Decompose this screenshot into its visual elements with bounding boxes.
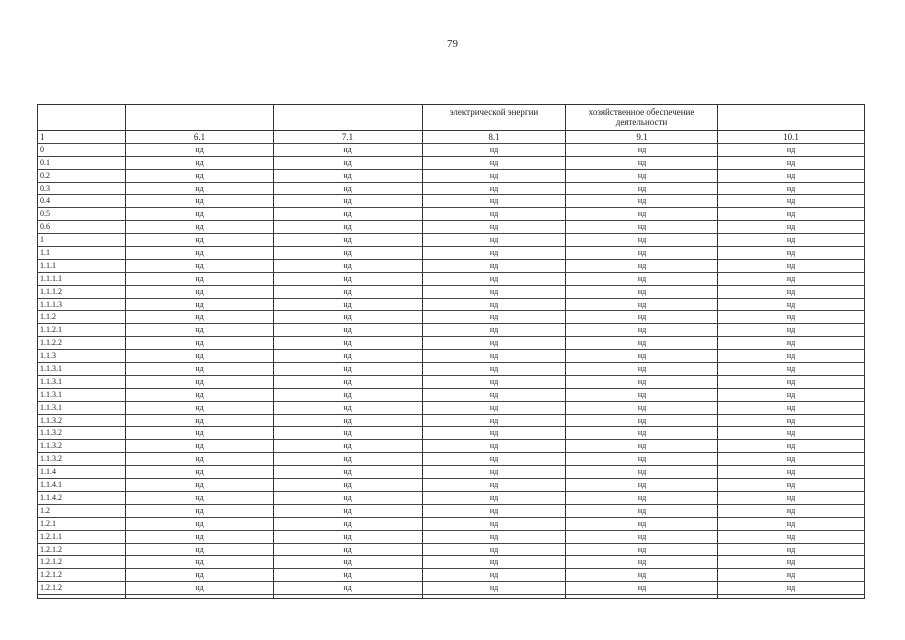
table-row [37, 350, 865, 363]
row-code: 1.1.3.2 [40, 428, 62, 438]
table-row [37, 479, 865, 492]
table-cell: нд [637, 364, 647, 374]
row-code: 1.1.3.1 [40, 376, 62, 386]
table-cell: нд [489, 544, 499, 554]
table-cell: нд [489, 325, 499, 335]
table-cell: нд [489, 351, 499, 361]
table-cell: нд [195, 583, 204, 593]
table-cell: нд [195, 338, 204, 348]
table-cell: нд [343, 286, 352, 296]
table-cell: нд [786, 338, 796, 348]
table-row [37, 544, 865, 557]
row-code: 1.1.3.2 [40, 454, 62, 464]
row-code: 1.2.1.2 [40, 544, 62, 554]
table-cell: нд [786, 157, 796, 167]
table-cell: нд [786, 454, 796, 464]
table-cell: нд [343, 570, 352, 580]
table-cell: нд [786, 260, 796, 270]
table-row [37, 247, 865, 260]
table-row [37, 324, 865, 337]
table-cell: нд [343, 248, 352, 258]
table-cell: нд [195, 376, 204, 386]
table-cell: нд [489, 570, 499, 580]
table-cell: нд [343, 415, 352, 425]
table-cell: нд [343, 157, 352, 167]
table-cell: нд [786, 196, 796, 206]
table-cell: нд [637, 505, 647, 515]
table-cell: нд [195, 183, 204, 193]
table-cell: нд [195, 531, 204, 541]
column-number: 6.1 [193, 132, 206, 142]
table-cell: нд [786, 441, 796, 451]
table-cell: нд [489, 273, 499, 283]
table-cell: нд [343, 351, 352, 361]
table-cell: нд [489, 454, 499, 464]
table-cell: нд [195, 454, 204, 464]
table-cell: нд [637, 196, 647, 206]
table-row [37, 286, 865, 299]
table-cell: нд [786, 505, 796, 515]
table-cell: нд [343, 338, 352, 348]
table-cell: нд [637, 312, 647, 322]
table-cell: нд [195, 389, 204, 399]
table-cell: нд [786, 222, 796, 232]
table-cell: нд [195, 144, 204, 154]
table-cell: нд [343, 325, 352, 335]
table-body [37, 131, 865, 595]
row-code: 1.1.1.1 [40, 273, 62, 283]
table-cell: нд [637, 544, 647, 554]
table-cell: нд [195, 544, 204, 554]
table-cell: нд [195, 157, 204, 167]
data-table [37, 104, 865, 599]
table-cell: нд [195, 273, 204, 283]
table-cell: нд [637, 170, 647, 180]
row-code: 1.1.1 [40, 260, 56, 270]
table-cell: нд [489, 235, 499, 245]
table-row [37, 208, 865, 221]
table-cell: нд [489, 157, 499, 167]
table-row [37, 556, 865, 569]
table-row [37, 299, 865, 312]
table-cell: нд [786, 544, 796, 554]
table-cell: нд [637, 209, 647, 219]
table-row [37, 427, 865, 440]
row-code: 1.2.1.2 [40, 557, 62, 567]
table-row [37, 260, 865, 273]
table-cell: нд [195, 415, 204, 425]
table-cell: нд [195, 570, 204, 580]
table-cell: нд [637, 222, 647, 232]
table-cell: нд [489, 170, 499, 180]
table-cell: нд [489, 583, 499, 593]
table-cell: нд [637, 467, 647, 477]
table-cell: нд [343, 428, 352, 438]
table-cell: нд [786, 480, 796, 490]
table-cell: нд [489, 299, 499, 309]
table-cell: нд [489, 338, 499, 348]
table-cell: нд [786, 248, 796, 258]
table-cell: нд [343, 480, 352, 490]
table-cell: нд [343, 505, 352, 515]
table-cell: нд [195, 235, 204, 245]
table-cell: нд [195, 299, 204, 309]
row-code: 1.1 [40, 248, 50, 258]
header-cell-code [37, 104, 126, 130]
table-row [37, 195, 865, 208]
table-cell: нд [786, 235, 796, 245]
row-code: 0.4 [40, 196, 50, 206]
table-cell: нд [195, 492, 204, 502]
table-row [37, 183, 865, 196]
table-cell: нд [637, 157, 647, 167]
column-number: 1 [40, 132, 45, 142]
table-cell: нд [637, 325, 647, 335]
table-cell: нд [343, 454, 352, 464]
table-cell: нд [489, 492, 499, 502]
table-cell: нд [195, 325, 204, 335]
table-cell: нд [637, 415, 647, 425]
row-code: 1.2.1.2 [40, 570, 62, 580]
table-cell: нд [786, 531, 796, 541]
table-row [37, 157, 865, 170]
table-cell: нд [786, 376, 796, 386]
table-row [37, 505, 865, 518]
table-row [37, 518, 865, 531]
table-cell: нд [343, 170, 352, 180]
row-code: 1.2.1 [40, 518, 56, 528]
table-cell: нд [489, 286, 499, 296]
row-code: 1.1.4.2 [40, 492, 62, 502]
table-rows [37, 144, 865, 595]
page-number: 79 [447, 38, 458, 50]
table-cell: нд [637, 557, 647, 567]
row-code: 1.1.3.1 [40, 364, 62, 374]
table-cell: нд [195, 402, 204, 412]
table-row [37, 569, 865, 582]
table-cell: нд [637, 428, 647, 438]
table-cell: нд [343, 260, 352, 270]
table-cell: нд [637, 402, 647, 412]
table-cell: нд [489, 557, 499, 567]
row-code: 1.1.4 [40, 467, 56, 477]
row-code: 1.1.1.3 [40, 299, 62, 309]
table-cell: нд [637, 389, 647, 399]
table-cell: нд [195, 170, 204, 180]
table-cell: нд [786, 364, 796, 374]
table-cell: нд [786, 557, 796, 567]
table-cell: нд [637, 454, 647, 464]
table-cell: нд [637, 480, 647, 490]
table-cell: нд [489, 389, 499, 399]
table-cell: нд [343, 196, 352, 206]
table-row [37, 337, 865, 350]
row-code: 0.2 [40, 170, 50, 180]
column-number: 9.1 [636, 132, 648, 142]
table-cell: нд [195, 312, 204, 322]
table-cell: нд [637, 183, 647, 193]
table-row [37, 363, 865, 376]
row-code: 1.1.1.2 [40, 286, 62, 296]
table-cell: нд [786, 170, 796, 180]
table-cell: нд [489, 467, 499, 477]
table-cell: нд [195, 364, 204, 374]
table-cell: нд [637, 260, 647, 270]
table-cell: нд [786, 389, 796, 399]
table-cell: нд [637, 351, 647, 361]
table-cell: нд [489, 505, 499, 515]
table-cell: нд [489, 428, 499, 438]
table-cell: нд [637, 144, 647, 154]
table-cell: нд [786, 312, 796, 322]
table-cell: нд [343, 557, 352, 567]
row-code: 1.2.1.1 [40, 531, 62, 541]
table-cell: нд [195, 209, 204, 219]
row-code: 0 [40, 144, 44, 154]
table-cell: нд [637, 441, 647, 451]
header-cell-6 [126, 104, 274, 130]
column-number-row [37, 131, 865, 144]
table-cell: нд [343, 273, 352, 283]
column-number: 7.1 [341, 132, 354, 142]
table-cell: нд [489, 248, 499, 258]
row-code: 1.1.3.2 [40, 415, 62, 425]
row-code: 0.5 [40, 209, 50, 219]
table-cell: нд [195, 480, 204, 490]
table-cell: нд [195, 557, 204, 567]
table-cell: нд [637, 492, 647, 502]
table-cell: нд [343, 222, 352, 232]
table-cell: нд [786, 570, 796, 580]
table-cell: нд [343, 531, 352, 541]
table-cell: нд [786, 583, 796, 593]
table-row [37, 311, 865, 324]
table-cell: нд [786, 286, 796, 296]
table-cell: нд [786, 467, 796, 477]
table-cell: нд [195, 286, 204, 296]
table-cell: нд [637, 518, 647, 528]
row-code: 1 [40, 235, 44, 245]
table-cell: нд [786, 428, 796, 438]
row-code: 1.1.4.1 [40, 480, 62, 490]
table-cell: нд [343, 235, 352, 245]
table-cell: нд [343, 209, 352, 219]
table-cell: нд [195, 505, 204, 515]
row-code: 1.1.2.1 [40, 325, 62, 335]
table-cell: нд [786, 209, 796, 219]
table-cell: нд [343, 144, 352, 154]
table-cell: нд [489, 222, 499, 232]
table-row [37, 273, 865, 286]
table-row [37, 234, 865, 247]
table-cell: нд [489, 415, 499, 425]
table-row [37, 453, 865, 466]
table-cell: нд [489, 209, 499, 219]
table-cell: нд [786, 325, 796, 335]
table-cell: нд [489, 183, 499, 193]
table-cell: нд [786, 144, 796, 154]
table-cell: нд [637, 235, 647, 245]
table-cell: нд [786, 273, 796, 283]
table-cell: нд [489, 312, 499, 322]
row-code: 1.1.3.1 [40, 402, 62, 412]
table-cell: нд [489, 260, 499, 270]
table-row [37, 170, 865, 183]
table-row [37, 415, 865, 428]
table-cell: нд [786, 351, 796, 361]
table-cell: нд [637, 531, 647, 541]
table-cell: нд [786, 492, 796, 502]
table-cell: нд [195, 351, 204, 361]
table-row [37, 466, 865, 479]
table-row [37, 402, 865, 415]
table-cell: нд [343, 183, 352, 193]
row-code: 0.6 [40, 222, 50, 232]
row-code: 1.2 [40, 505, 50, 515]
table-cell: нд [786, 299, 796, 309]
table-cell: нд [489, 531, 499, 541]
header-cell-8: электрической энергии [423, 104, 566, 130]
table-cell: нд [489, 196, 499, 206]
row-code: 0.3 [40, 183, 50, 193]
table-cell: нд [489, 144, 499, 154]
table-cell: нд [343, 376, 352, 386]
row-code: 1.1.2 [40, 312, 56, 322]
table-cell: нд [343, 518, 352, 528]
table-row [37, 144, 865, 157]
table-cell: нд [195, 428, 204, 438]
header-cell-7 [274, 104, 423, 130]
table-cell: нд [786, 402, 796, 412]
row-code: 1.1.3.2 [40, 441, 62, 451]
table-row [37, 221, 865, 234]
table-cell: нд [343, 492, 352, 502]
table-cell: нд [637, 286, 647, 296]
table-cell: нд [637, 273, 647, 283]
table-row [37, 492, 865, 505]
table-cell: нд [786, 415, 796, 425]
table-cell: нд [343, 389, 352, 399]
table-row [37, 376, 865, 389]
table-cell: нд [195, 196, 204, 206]
table-cell: нд [489, 402, 499, 412]
row-code: 1.1.3 [40, 351, 56, 361]
table-cell: нд [195, 518, 204, 528]
table-cell: нд [489, 376, 499, 386]
table-cell: нд [637, 376, 647, 386]
table-cell: нд [195, 222, 204, 232]
table-cell: нд [343, 441, 352, 451]
table-cell: нд [343, 402, 352, 412]
table-cell: нд [343, 544, 352, 554]
table-cell: нд [195, 260, 204, 270]
table-cell: нд [195, 248, 204, 258]
table-cell: нд [195, 467, 204, 477]
header-cell-9: хозяйственное обеспечение деятельности [566, 104, 718, 130]
table-cell: нд [637, 583, 647, 593]
table-cell: нд [786, 518, 796, 528]
table-cell: нд [343, 364, 352, 374]
table-cell: нд [489, 441, 499, 451]
table-cell: нд [343, 312, 352, 322]
table-cell: нд [786, 183, 796, 193]
table-cell: нд [637, 299, 647, 309]
column-number: 10.1 [783, 132, 799, 142]
row-code: 1.1.2.2 [40, 338, 62, 348]
row-code: 1.2.1.2 [40, 583, 62, 593]
table-cell: нд [343, 583, 352, 593]
row-code: 0.1 [40, 157, 50, 167]
table-cell: нд [637, 570, 647, 580]
header-cell-10 [718, 104, 864, 130]
table-cell: нд [489, 480, 499, 490]
table-cell: нд [343, 467, 352, 477]
table-cell: нд [489, 364, 499, 374]
column-number: 8.1 [488, 132, 500, 142]
row-code: 1.1.3.1 [40, 389, 62, 399]
table-cell: нд [195, 441, 204, 451]
table-cell: нд [637, 338, 647, 348]
table-row [37, 389, 865, 402]
table-cell: нд [637, 248, 647, 258]
table-row [37, 531, 865, 544]
table-cell: нд [343, 299, 352, 309]
table-row [37, 440, 865, 453]
table-row [37, 582, 865, 595]
table-cell: нд [489, 518, 499, 528]
